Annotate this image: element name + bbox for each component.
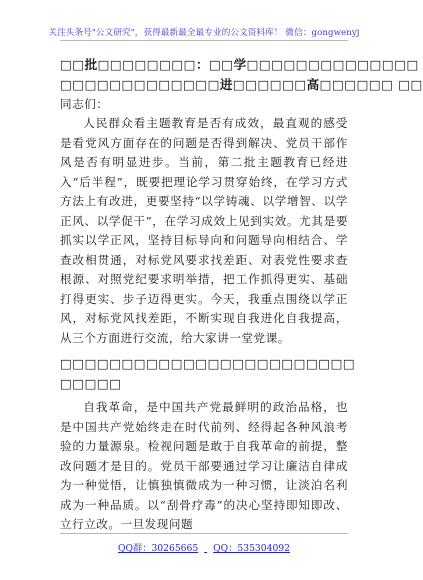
section-title-line-1: □□□□□□□□□□□□□□□□□□□□□□□□ (60, 356, 356, 372)
header-notice[interactable]: 关注头条号"公文研究"，获得最新最全最专业的公文资料库！ 微信：gongwenyj (48, 28, 360, 38)
footer-contact (0, 540, 408, 554)
footer-divider (60, 533, 348, 534)
paragraph-1: 人民群众看主题教育是否有成效，最直观的感受是看党风方面存在的问题是否得到解决、党员干部作风是否有明显进步。当前，第二批主题教育已经进入“后半程”，既要把理论学习贯穿始终，在学习方式方法上有改进，更要坚持“以学铸魂、以学增智、以学正风、以学促干”，在学习成效上见到实效。尤其是要抓实以学正风，坚持目标导向和问题导向相结合、学查改相贯通，对标党风要求找差距、对表党性要求查根源、对照党纪要求明举措，把工作抓得更实、基础打得更实、步子迈得更实。今天，我重点围绕以学正风，对标党风找差距，不断实现自我进化自我提高，从三个方面进行交流，给大家讲一堂党课。 (60, 116, 348, 345)
document-body (60, 55, 423, 535)
section-title-line-2: □□□□□ (60, 375, 122, 391)
header-divider (60, 40, 348, 41)
title-line-2: □□□□□□□□□□□□□进□□□□□□高□□□□□□ □□ (60, 76, 423, 92)
paragraph-2: 自我革命，是中国共产党最鲜明的政治品格，也是中国共产党始终走在时代前列、经得起各种风浪考验的力量源泉。检视问题是敢于自我革命的前提，整改问题才是目的。党员干部要通过学习让廉洁自律成为一种觉悟，让慎独慎微成为一种习惯，让淡泊名利成为一种品质。以“刮骨疗毒”的决心坚持即知即改、立行立改。一旦发现问题 (60, 400, 348, 532)
footer-qq[interactable]: QQ：535304092 (213, 543, 290, 554)
title-line-1: □□批□□□□□□□□：□□学□□□□□□□□□□□□□□ (60, 57, 419, 72)
footer-qq-group[interactable]: QQ群：30265665 (118, 543, 199, 554)
greeting: 同志们： (60, 97, 109, 112)
